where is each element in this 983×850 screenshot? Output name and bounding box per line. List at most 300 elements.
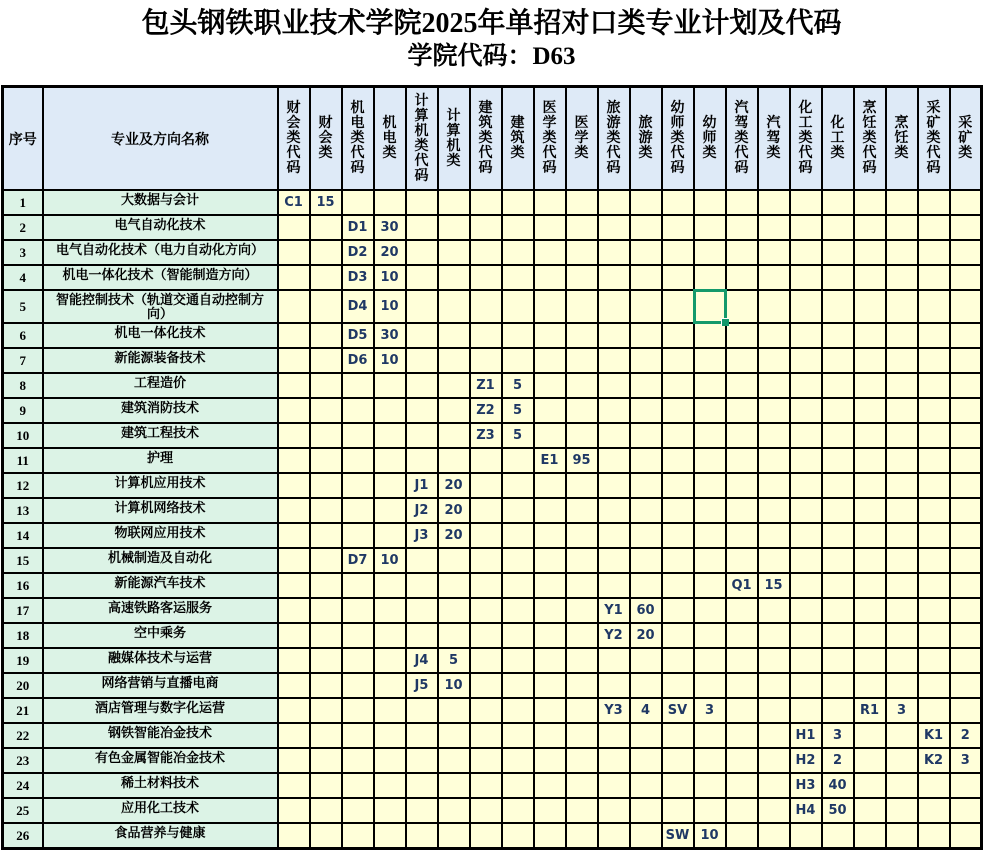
plan-cell[interactable]: [854, 798, 886, 823]
plan-cell[interactable]: [790, 548, 822, 573]
plan-cell[interactable]: [854, 190, 886, 215]
plan-cell[interactable]: [886, 648, 918, 673]
plan-cell[interactable]: [374, 423, 406, 448]
plan-cell[interactable]: 60: [630, 598, 662, 623]
plan-cell[interactable]: H4: [790, 798, 822, 823]
plan-cell[interactable]: [342, 598, 374, 623]
plan-cell[interactable]: [758, 648, 790, 673]
plan-cell[interactable]: [534, 373, 566, 398]
plan-cell[interactable]: [406, 773, 438, 798]
plan-cell[interactable]: [822, 290, 854, 323]
plan-cell[interactable]: [310, 473, 342, 498]
row-number[interactable]: 18: [3, 623, 43, 648]
row-number[interactable]: 21: [3, 698, 43, 723]
plan-cell[interactable]: [470, 523, 502, 548]
plan-cell[interactable]: [950, 498, 982, 523]
plan-cell[interactable]: [278, 523, 310, 548]
major-name[interactable]: 计算机应用技术: [43, 473, 278, 498]
plan-cell[interactable]: 10: [694, 823, 726, 849]
plan-cell[interactable]: [726, 773, 758, 798]
plan-cell[interactable]: [886, 190, 918, 215]
plan-cell[interactable]: [822, 398, 854, 423]
plan-cell[interactable]: [406, 215, 438, 240]
plan-cell[interactable]: [374, 798, 406, 823]
plan-cell[interactable]: 4: [630, 698, 662, 723]
plan-cell[interactable]: [534, 823, 566, 849]
plan-cell[interactable]: [822, 448, 854, 473]
plan-cell[interactable]: [886, 215, 918, 240]
plan-cell[interactable]: [566, 798, 598, 823]
plan-cell[interactable]: [310, 748, 342, 773]
row-number[interactable]: 2: [3, 215, 43, 240]
plan-cell[interactable]: [278, 673, 310, 698]
col-header-19[interactable]: [822, 87, 854, 191]
plan-cell[interactable]: [566, 698, 598, 723]
plan-cell[interactable]: [566, 523, 598, 548]
plan-cell[interactable]: [694, 473, 726, 498]
plan-cell[interactable]: [470, 473, 502, 498]
plan-cell[interactable]: [790, 648, 822, 673]
plan-cell[interactable]: [694, 773, 726, 798]
plan-cell[interactable]: [598, 523, 630, 548]
major-name[interactable]: 钢铁智能冶金技术: [43, 723, 278, 748]
plan-cell[interactable]: 30: [374, 323, 406, 348]
plan-cell[interactable]: [278, 623, 310, 648]
plan-cell[interactable]: [854, 773, 886, 798]
plan-cell[interactable]: [630, 265, 662, 290]
plan-cell[interactable]: [694, 673, 726, 698]
plan-cell[interactable]: [886, 323, 918, 348]
plan-cell[interactable]: [470, 773, 502, 798]
plan-cell[interactable]: [566, 648, 598, 673]
plan-cell[interactable]: [886, 723, 918, 748]
plan-cell[interactable]: [278, 548, 310, 573]
plan-cell[interactable]: [342, 423, 374, 448]
plan-cell[interactable]: [470, 498, 502, 523]
plan-cell[interactable]: [438, 348, 470, 373]
plan-cell[interactable]: [758, 698, 790, 723]
major-name[interactable]: 空中乘务: [43, 623, 278, 648]
plan-cell[interactable]: [278, 723, 310, 748]
plan-cell[interactable]: Y2: [598, 623, 630, 648]
plan-cell[interactable]: [406, 398, 438, 423]
plan-cell[interactable]: [374, 448, 406, 473]
plan-cell[interactable]: [438, 548, 470, 573]
row-number[interactable]: 20: [3, 673, 43, 698]
plan-cell[interactable]: [438, 598, 470, 623]
plan-cell[interactable]: [662, 548, 694, 573]
plan-cell[interactable]: [374, 398, 406, 423]
row-number[interactable]: 4: [3, 265, 43, 290]
plan-cell[interactable]: [854, 240, 886, 265]
row-number[interactable]: 13: [3, 498, 43, 523]
plan-cell[interactable]: [694, 398, 726, 423]
col-header-0[interactable]: 序号: [3, 87, 43, 191]
plan-cell[interactable]: [694, 373, 726, 398]
plan-cell[interactable]: [886, 498, 918, 523]
plan-cell[interactable]: [726, 498, 758, 523]
plan-cell[interactable]: [918, 423, 950, 448]
plan-cell[interactable]: [566, 348, 598, 373]
plan-cell[interactable]: [662, 448, 694, 473]
plan-cell[interactable]: J1: [406, 473, 438, 498]
plan-cell[interactable]: [822, 348, 854, 373]
plan-cell[interactable]: [534, 265, 566, 290]
plan-cell[interactable]: [886, 473, 918, 498]
plan-cell[interactable]: [758, 623, 790, 648]
plan-cell[interactable]: [310, 798, 342, 823]
plan-cell[interactable]: [374, 573, 406, 598]
plan-cell[interactable]: [342, 190, 374, 215]
plan-cell[interactable]: [758, 290, 790, 323]
row-number[interactable]: 9: [3, 398, 43, 423]
plan-cell[interactable]: [342, 448, 374, 473]
plan-cell[interactable]: [694, 265, 726, 290]
plan-cell[interactable]: [950, 240, 982, 265]
plan-cell[interactable]: [406, 323, 438, 348]
plan-cell[interactable]: [502, 290, 534, 323]
plan-cell[interactable]: [918, 290, 950, 323]
plan-cell[interactable]: [310, 423, 342, 448]
plan-cell[interactable]: [566, 265, 598, 290]
plan-cell[interactable]: [790, 190, 822, 215]
plan-cell[interactable]: [598, 348, 630, 373]
major-name[interactable]: 融媒体技术与运营: [43, 648, 278, 673]
plan-cell[interactable]: [822, 323, 854, 348]
plan-cell[interactable]: [566, 773, 598, 798]
plan-cell[interactable]: [438, 323, 470, 348]
plan-cell[interactable]: SV: [662, 698, 694, 723]
plan-cell[interactable]: [918, 323, 950, 348]
plan-cell[interactable]: H2: [790, 748, 822, 773]
plan-cell[interactable]: [438, 190, 470, 215]
major-name[interactable]: 有色金属智能冶金技术: [43, 748, 278, 773]
plan-cell[interactable]: [790, 573, 822, 598]
plan-cell[interactable]: [438, 698, 470, 723]
plan-cell[interactable]: [790, 290, 822, 323]
plan-cell[interactable]: K1: [918, 723, 950, 748]
plan-cell[interactable]: [534, 215, 566, 240]
plan-cell[interactable]: [310, 823, 342, 849]
col-header-20[interactable]: [854, 87, 886, 191]
plan-cell[interactable]: [278, 598, 310, 623]
plan-cell[interactable]: [918, 823, 950, 849]
plan-cell[interactable]: [662, 748, 694, 773]
plan-cell[interactable]: [342, 473, 374, 498]
plan-cell[interactable]: [630, 673, 662, 698]
plan-cell[interactable]: [694, 648, 726, 673]
plan-cell[interactable]: [310, 598, 342, 623]
plan-cell[interactable]: [886, 423, 918, 448]
plan-cell[interactable]: [534, 240, 566, 265]
plan-cell[interactable]: [310, 323, 342, 348]
col-header-4[interactable]: [342, 87, 374, 191]
plan-cell[interactable]: [726, 215, 758, 240]
plan-cell[interactable]: [470, 598, 502, 623]
plan-cell[interactable]: [438, 623, 470, 648]
col-header-14[interactable]: [662, 87, 694, 191]
plan-cell[interactable]: [406, 798, 438, 823]
plan-cell[interactable]: [726, 348, 758, 373]
plan-cell[interactable]: [918, 673, 950, 698]
plan-cell[interactable]: [886, 823, 918, 849]
plan-cell[interactable]: [630, 798, 662, 823]
plan-cell[interactable]: [470, 623, 502, 648]
plan-cell[interactable]: [630, 648, 662, 673]
plan-cell[interactable]: [726, 648, 758, 673]
plan-cell[interactable]: [598, 773, 630, 798]
major-name[interactable]: 建筑工程技术: [43, 423, 278, 448]
col-header-21[interactable]: [886, 87, 918, 191]
row-number[interactable]: 5: [3, 290, 43, 323]
plan-cell[interactable]: 10: [374, 265, 406, 290]
plan-cell[interactable]: [470, 548, 502, 573]
plan-cell[interactable]: [758, 373, 790, 398]
plan-cell[interactable]: [630, 473, 662, 498]
plan-cell[interactable]: [310, 548, 342, 573]
plan-cell[interactable]: [310, 623, 342, 648]
plan-cell[interactable]: [758, 498, 790, 523]
plan-cell[interactable]: [758, 673, 790, 698]
plan-cell[interactable]: [662, 473, 694, 498]
plan-cell[interactable]: [886, 598, 918, 623]
plan-cell[interactable]: [758, 448, 790, 473]
plan-cell[interactable]: [598, 373, 630, 398]
plan-cell[interactable]: [950, 798, 982, 823]
row-number[interactable]: 11: [3, 448, 43, 473]
plan-cell[interactable]: [950, 673, 982, 698]
plan-cell[interactable]: [854, 215, 886, 240]
plan-cell[interactable]: [342, 573, 374, 598]
major-name[interactable]: 电气自动化技术: [43, 215, 278, 240]
plan-cell[interactable]: [822, 598, 854, 623]
plan-cell[interactable]: K2: [918, 748, 950, 773]
plan-cell[interactable]: [278, 348, 310, 373]
plan-cell[interactable]: [278, 698, 310, 723]
plan-cell[interactable]: [758, 190, 790, 215]
plan-cell[interactable]: [854, 498, 886, 523]
plan-cell[interactable]: [534, 598, 566, 623]
plan-cell[interactable]: [342, 723, 374, 748]
plan-cell[interactable]: [598, 448, 630, 473]
plan-cell[interactable]: Q1: [726, 573, 758, 598]
plan-cell[interactable]: [630, 190, 662, 215]
col-header-12[interactable]: [598, 87, 630, 191]
plan-cell[interactable]: [470, 673, 502, 698]
major-name[interactable]: 智能控制技术（轨道交通自动控制方向）: [43, 290, 278, 323]
plan-cell[interactable]: [310, 290, 342, 323]
plan-cell[interactable]: [278, 798, 310, 823]
row-number[interactable]: 12: [3, 473, 43, 498]
plan-cell[interactable]: [374, 373, 406, 398]
plan-cell[interactable]: [662, 240, 694, 265]
plan-cell[interactable]: [566, 323, 598, 348]
plan-cell[interactable]: [438, 398, 470, 423]
plan-cell[interactable]: [406, 265, 438, 290]
plan-cell[interactable]: [662, 498, 694, 523]
row-number[interactable]: 26: [3, 823, 43, 849]
plan-cell[interactable]: [470, 698, 502, 723]
plan-cell[interactable]: 15: [758, 573, 790, 598]
plan-cell[interactable]: 10: [374, 348, 406, 373]
plan-cell[interactable]: [278, 648, 310, 673]
plan-cell[interactable]: [566, 723, 598, 748]
plan-cell[interactable]: [502, 748, 534, 773]
plan-cell[interactable]: [502, 448, 534, 473]
plan-cell[interactable]: [534, 798, 566, 823]
plan-cell[interactable]: [790, 323, 822, 348]
plan-cell[interactable]: 10: [374, 548, 406, 573]
plan-cell[interactable]: 20: [438, 473, 470, 498]
plan-cell[interactable]: [534, 190, 566, 215]
plan-cell[interactable]: [886, 548, 918, 573]
plan-cell[interactable]: [470, 348, 502, 373]
major-name[interactable]: 高速铁路客运服务: [43, 598, 278, 623]
plan-cell[interactable]: [566, 573, 598, 598]
plan-cell[interactable]: 5: [502, 398, 534, 423]
plan-cell[interactable]: [598, 648, 630, 673]
plan-cell[interactable]: [662, 523, 694, 548]
plan-cell[interactable]: [534, 748, 566, 773]
plan-cell[interactable]: D4: [342, 290, 374, 323]
plan-cell[interactable]: [758, 548, 790, 573]
plan-cell[interactable]: [790, 823, 822, 849]
plan-cell[interactable]: [726, 265, 758, 290]
plan-cell[interactable]: [502, 648, 534, 673]
plan-cell[interactable]: [406, 373, 438, 398]
plan-cell[interactable]: [438, 290, 470, 323]
plan-cell[interactable]: [406, 623, 438, 648]
plan-cell[interactable]: [918, 373, 950, 398]
plan-cell[interactable]: [630, 523, 662, 548]
plan-cell[interactable]: [566, 548, 598, 573]
plan-cell[interactable]: [534, 523, 566, 548]
plan-cell[interactable]: 20: [630, 623, 662, 648]
plan-cell[interactable]: [342, 748, 374, 773]
row-number[interactable]: 22: [3, 723, 43, 748]
plan-cell[interactable]: [758, 240, 790, 265]
plan-cell[interactable]: [342, 373, 374, 398]
plan-cell[interactable]: [790, 498, 822, 523]
plan-cell[interactable]: [950, 448, 982, 473]
plan-cell[interactable]: [854, 723, 886, 748]
plan-cell[interactable]: [886, 348, 918, 373]
plan-cell[interactable]: [726, 548, 758, 573]
plan-cell[interactable]: [534, 348, 566, 373]
plan-cell[interactable]: [950, 523, 982, 548]
plan-cell[interactable]: [310, 373, 342, 398]
major-name[interactable]: 食品营养与健康: [43, 823, 278, 849]
major-name[interactable]: 计算机网络技术: [43, 498, 278, 523]
plan-cell[interactable]: [470, 723, 502, 748]
plan-cell[interactable]: [470, 648, 502, 673]
col-header-17[interactable]: [758, 87, 790, 191]
plan-cell[interactable]: [598, 323, 630, 348]
row-number[interactable]: 3: [3, 240, 43, 265]
plan-cell[interactable]: [310, 398, 342, 423]
plan-cell[interactable]: [470, 265, 502, 290]
plan-cell[interactable]: [566, 623, 598, 648]
plan-cell[interactable]: [694, 748, 726, 773]
plan-cell[interactable]: [438, 798, 470, 823]
plan-cell[interactable]: [918, 548, 950, 573]
plan-cell[interactable]: [790, 373, 822, 398]
plan-cell[interactable]: [598, 473, 630, 498]
plan-cell[interactable]: [278, 573, 310, 598]
plan-cell[interactable]: D5: [342, 323, 374, 348]
plan-cell[interactable]: [758, 215, 790, 240]
plan-cell[interactable]: [502, 240, 534, 265]
plan-cell[interactable]: [502, 673, 534, 698]
plan-cell[interactable]: 2: [822, 748, 854, 773]
plan-cell[interactable]: [790, 623, 822, 648]
row-number[interactable]: 14: [3, 523, 43, 548]
plan-cell[interactable]: [822, 498, 854, 523]
plan-cell[interactable]: [694, 573, 726, 598]
major-name[interactable]: 电气自动化技术（电力自动化方向）: [43, 240, 278, 265]
plan-cell[interactable]: [566, 423, 598, 448]
plan-cell[interactable]: [694, 548, 726, 573]
plan-cell[interactable]: [886, 673, 918, 698]
plan-cell[interactable]: [758, 523, 790, 548]
plan-cell[interactable]: [854, 823, 886, 849]
plan-cell[interactable]: [790, 673, 822, 698]
plan-cell[interactable]: [566, 748, 598, 773]
plan-cell[interactable]: [822, 623, 854, 648]
plan-cell[interactable]: [502, 773, 534, 798]
plan-cell[interactable]: [438, 723, 470, 748]
col-header-8[interactable]: [470, 87, 502, 191]
col-header-7[interactable]: [438, 87, 470, 191]
plan-cell[interactable]: [950, 598, 982, 623]
plan-cell[interactable]: [406, 823, 438, 849]
plan-cell[interactable]: [726, 448, 758, 473]
plan-cell[interactable]: [854, 398, 886, 423]
plan-cell[interactable]: [950, 623, 982, 648]
plan-cell[interactable]: [822, 423, 854, 448]
plan-cell[interactable]: [598, 673, 630, 698]
plan-cell[interactable]: [662, 423, 694, 448]
plan-cell[interactable]: [502, 498, 534, 523]
plan-cell[interactable]: [950, 423, 982, 448]
plan-cell[interactable]: [598, 573, 630, 598]
plan-cell[interactable]: [310, 348, 342, 373]
plan-cell[interactable]: [854, 323, 886, 348]
plan-cell[interactable]: [822, 473, 854, 498]
plan-cell[interactable]: [918, 598, 950, 623]
plan-cell[interactable]: [374, 773, 406, 798]
plan-cell[interactable]: E1: [534, 448, 566, 473]
plan-cell[interactable]: [918, 448, 950, 473]
plan-cell[interactable]: [566, 473, 598, 498]
plan-cell[interactable]: [854, 548, 886, 573]
plan-cell[interactable]: [950, 348, 982, 373]
plan-cell[interactable]: [630, 348, 662, 373]
plan-cell[interactable]: [726, 190, 758, 215]
plan-cell[interactable]: [886, 798, 918, 823]
col-header-15[interactable]: [694, 87, 726, 191]
col-header-23[interactable]: [950, 87, 982, 191]
plan-cell[interactable]: [662, 265, 694, 290]
plan-cell[interactable]: [502, 523, 534, 548]
plan-cell[interactable]: [310, 773, 342, 798]
col-header-11[interactable]: [566, 87, 598, 191]
plan-cell[interactable]: D2: [342, 240, 374, 265]
plan-cell[interactable]: Z2: [470, 398, 502, 423]
plan-cell[interactable]: [566, 290, 598, 323]
plan-cell[interactable]: [950, 265, 982, 290]
plan-cell[interactable]: [374, 623, 406, 648]
